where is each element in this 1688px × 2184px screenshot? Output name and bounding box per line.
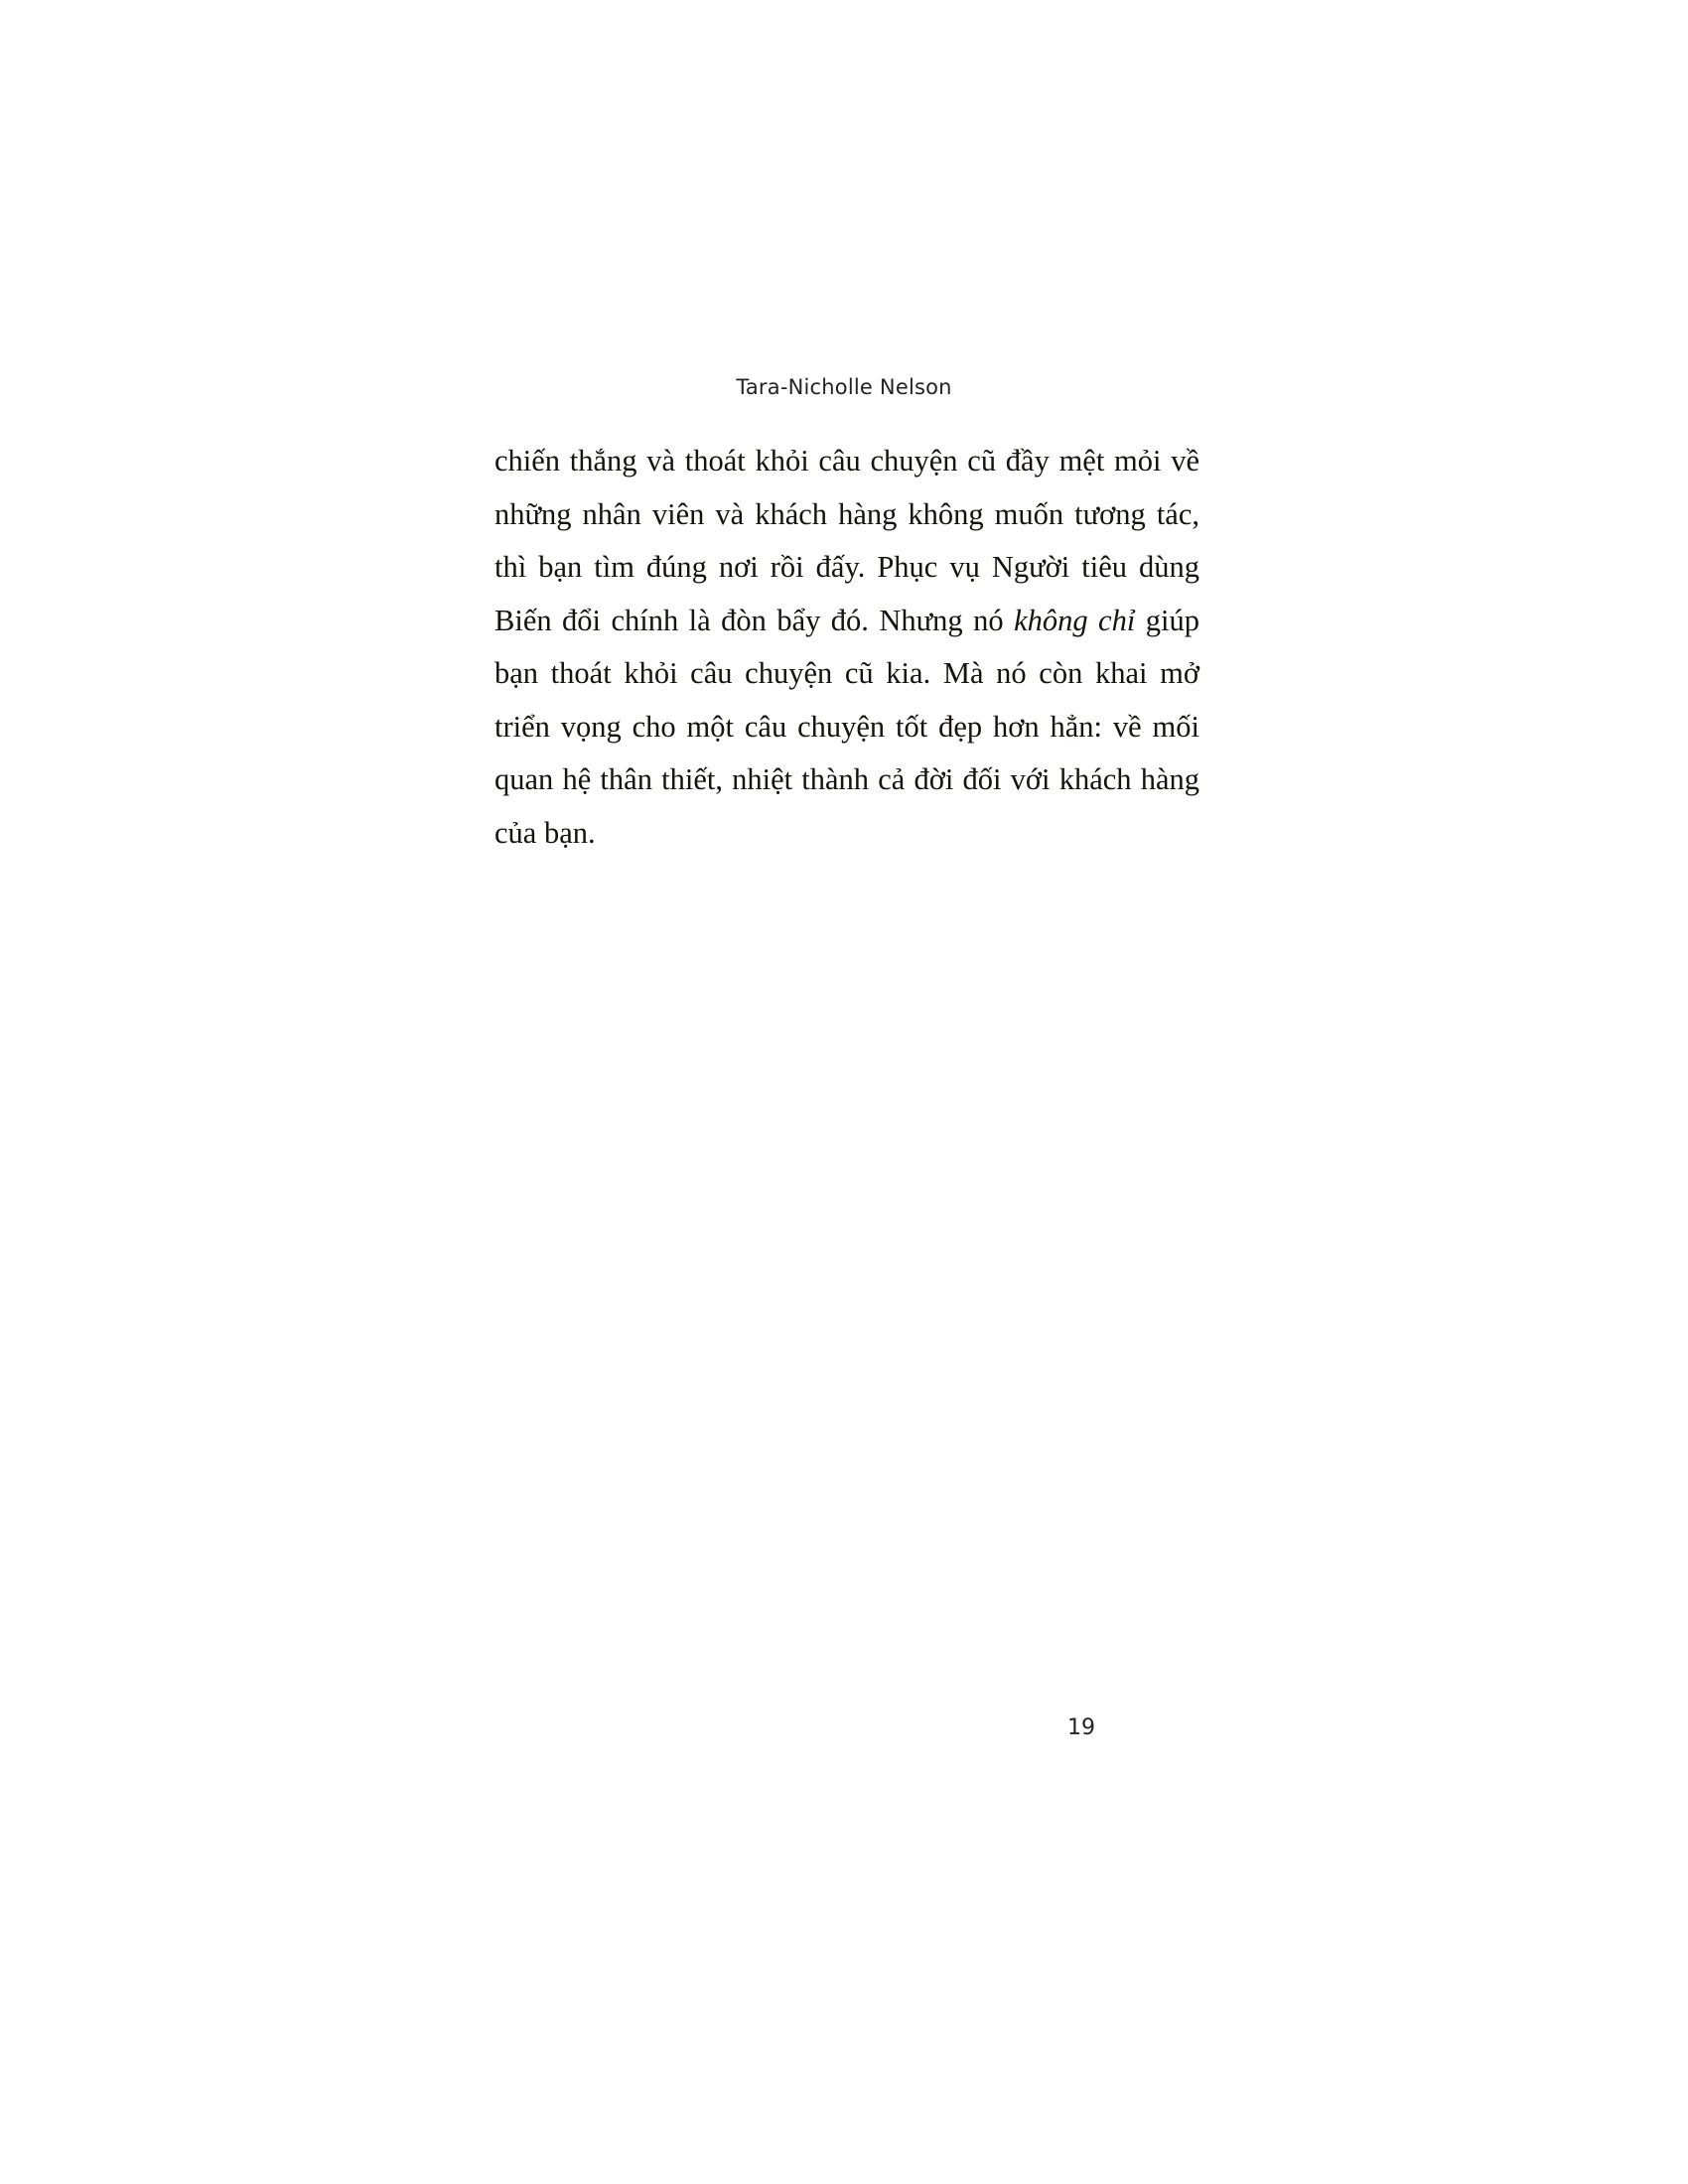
body-text-block [494, 435, 1199, 860]
page-number [0, 1715, 1688, 1740]
paragraph-emphasis: không chỉ [1014, 603, 1136, 637]
paragraph [494, 435, 1199, 860]
page-number-value: 19 [1067, 1715, 1095, 1740]
paragraph-tail: giúp bạn thoát khỏi câu chuyện cũ kia. Mà nó còn khai mở triển vọng cho một câu chuyện tốt đẹp hơn hẳn: về mối quan hệ thân thiết, nhiệt thành cả đời đối với khách hàng của bạn. [494, 603, 1199, 850]
running-head-author: Tara-Nicholle Nelson [736, 375, 952, 399]
paragraph-lead: chiến thắng và thoát khỏi câu chuyện cũ đầy mệt mỏi về những nhân viên và khách hàng không muốn tương tác, thì bạn tìm đúng nơi rồi đấy. Phục vụ Người tiêu dùng Biến đổi chính là đòn bẩy đó. Nhưng nó [494, 444, 1199, 637]
